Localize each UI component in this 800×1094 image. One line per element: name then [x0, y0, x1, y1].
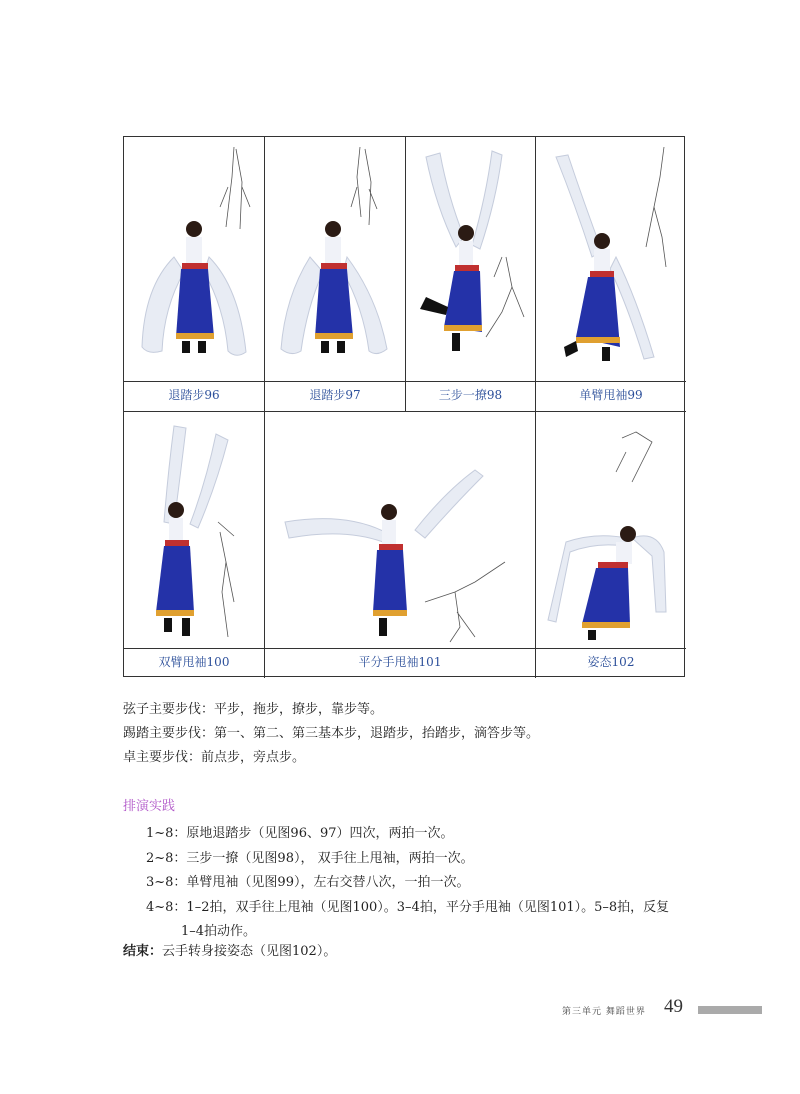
ending-label: 结束：: [123, 944, 163, 959]
step-description: [123, 698, 539, 770]
paragraph-zhuo: 卓主要步伐：前点步，旁点步。: [123, 750, 306, 765]
figure-96-caption: 退踏步96: [168, 388, 220, 402]
figure-100-photo: [124, 412, 264, 648]
paragraph-xianzi: 弦子主要步伐：平步，拖步，撩步，靠步等。: [123, 702, 384, 717]
section-title: 排演实践: [123, 799, 176, 814]
practice-step: 4~8：1–2拍，双手往上甩袖（见图100）。3–4拍，平分手甩袖（见图101）。5–8拍，反复: [146, 899, 670, 915]
unit-label: 第三单元 舞蹈世界: [562, 1007, 646, 1017]
paragraph-tita: 踢踏主要步伐：第一、第二、第三基本步，退踏步，抬踏步，滴答步等。: [123, 726, 540, 741]
practice-steps: [146, 822, 691, 945]
figure-100-caption: 双臂甩袖100: [158, 655, 230, 669]
page-number: 49: [664, 996, 683, 1017]
practice-step: 2~8：三步一撩（见图98）， 双手往上甩袖，两拍一次。: [146, 850, 474, 866]
practice-step: 3~8：单臂甩袖（见图99），左右交替八次，一拍一次。: [146, 875, 470, 890]
figure-grid: [123, 136, 685, 677]
figure-101-photo: [265, 412, 535, 648]
practice-step: 1~8：原地退踏步（见图96、97）四次，两拍一次。: [146, 826, 454, 841]
figure-99-photo: [536, 137, 686, 381]
ending-text: 云手转身接姿态（见图102）。: [162, 944, 337, 959]
figure-96-photo: [124, 137, 264, 381]
figure-98-caption: 三步一撩98: [438, 388, 503, 402]
figure-97-caption: 退踏步97: [309, 388, 361, 402]
page-bar: [698, 1006, 762, 1014]
figure-102-photo: [536, 412, 686, 648]
ending-line: [123, 940, 336, 959]
figure-97-photo: [265, 137, 405, 381]
figure-101-caption: 平分手甩袖101: [358, 655, 442, 669]
figure-99-caption: 单臂甩袖99: [579, 388, 643, 402]
practice-step-continuation: 1–4拍动作。: [181, 924, 257, 939]
figure-102-caption: 姿态102: [587, 655, 635, 669]
figure-98-photo: [406, 137, 535, 381]
